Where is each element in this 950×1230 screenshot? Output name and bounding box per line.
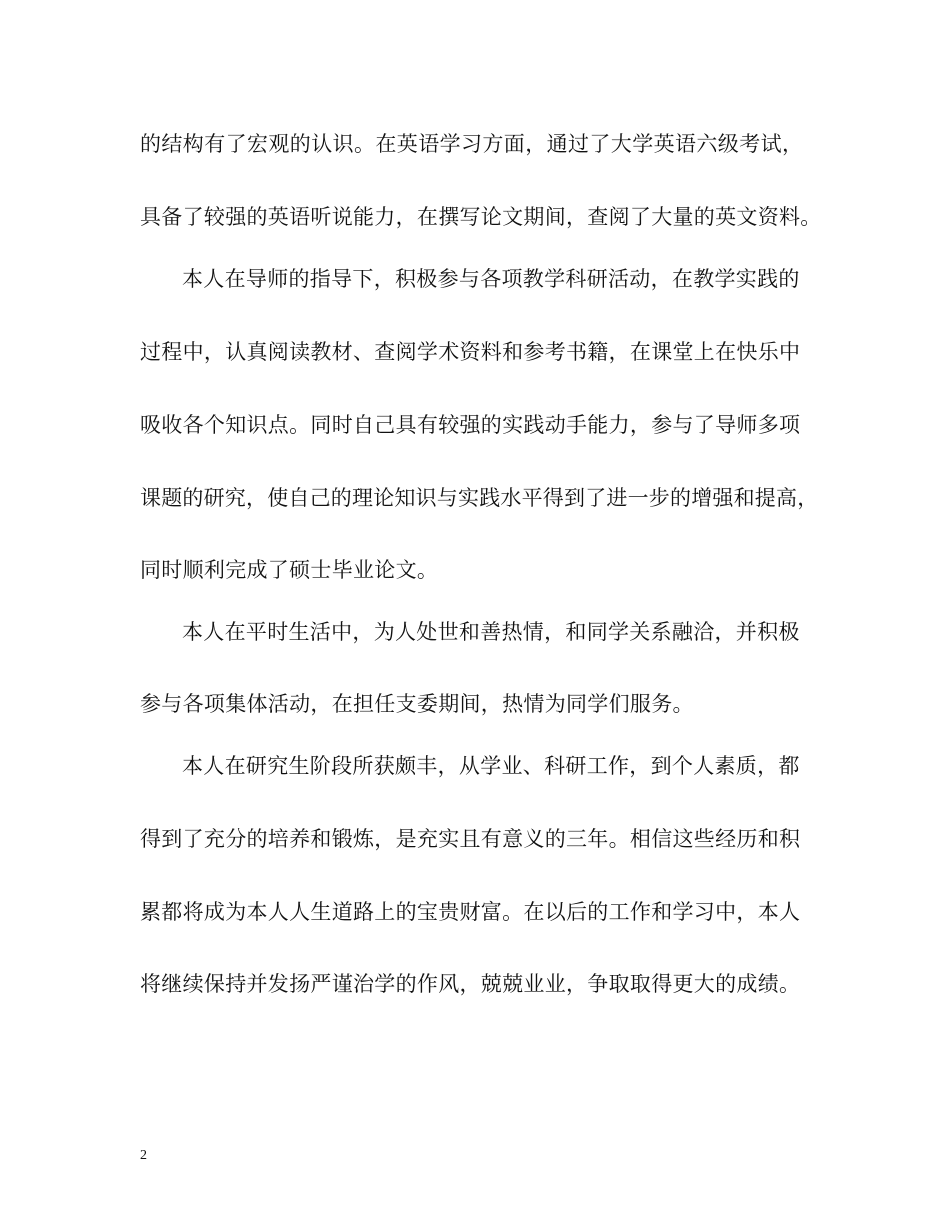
paragraph-first-line: 本人在导师的指导下，积极参与各项教学科研活动，在教学实践的: [182, 267, 800, 291]
text-line: 累都将成为本人人生道路上的宝贵财富。在以后的工作和学习中，本人: [140, 900, 801, 924]
text-line: 得到了充分的培养和锻炼，是充实且有意义的三年。相信这些经历和积: [140, 827, 801, 851]
text-line: 参与各项集体活动，在担任支委期间，热情为同学们服务。: [140, 692, 694, 716]
text-line: 将继续保持并发扬严谨治学的作风，兢兢业业，争取取得更大的成绩。: [140, 972, 801, 996]
page-number: 2: [140, 1148, 147, 1163]
text-line: 具备了较强的英语听说能力，在撰写论文期间，查阅了大量的英文资料。: [140, 205, 822, 229]
text-line: 同时顺利完成了硕士毕业论文。: [140, 558, 439, 582]
text-line: 的结构有了宏观的认识。在英语学习方面，通过了大学英语六级考试，: [140, 132, 804, 156]
paragraph-first-line: 本人在研究生阶段所获颇丰，从学业、科研工作，到个人素质，都: [182, 754, 800, 778]
paragraph-first-line: 本人在平时生活中，为人处世和善热情，和同学关系融洽，并积极: [182, 620, 800, 644]
text-line: 过程中，认真阅读教材、查阅学术资料和参考书籍，在课堂上在快乐中: [140, 340, 801, 364]
text-line: 课题的研究，使自己的理论知识与实践水平得到了进一步的增强和提高，: [140, 486, 819, 510]
text-line: 吸收各个知识点。同时自己具有较强的实践动手能力，参与了导师多项: [140, 413, 801, 437]
